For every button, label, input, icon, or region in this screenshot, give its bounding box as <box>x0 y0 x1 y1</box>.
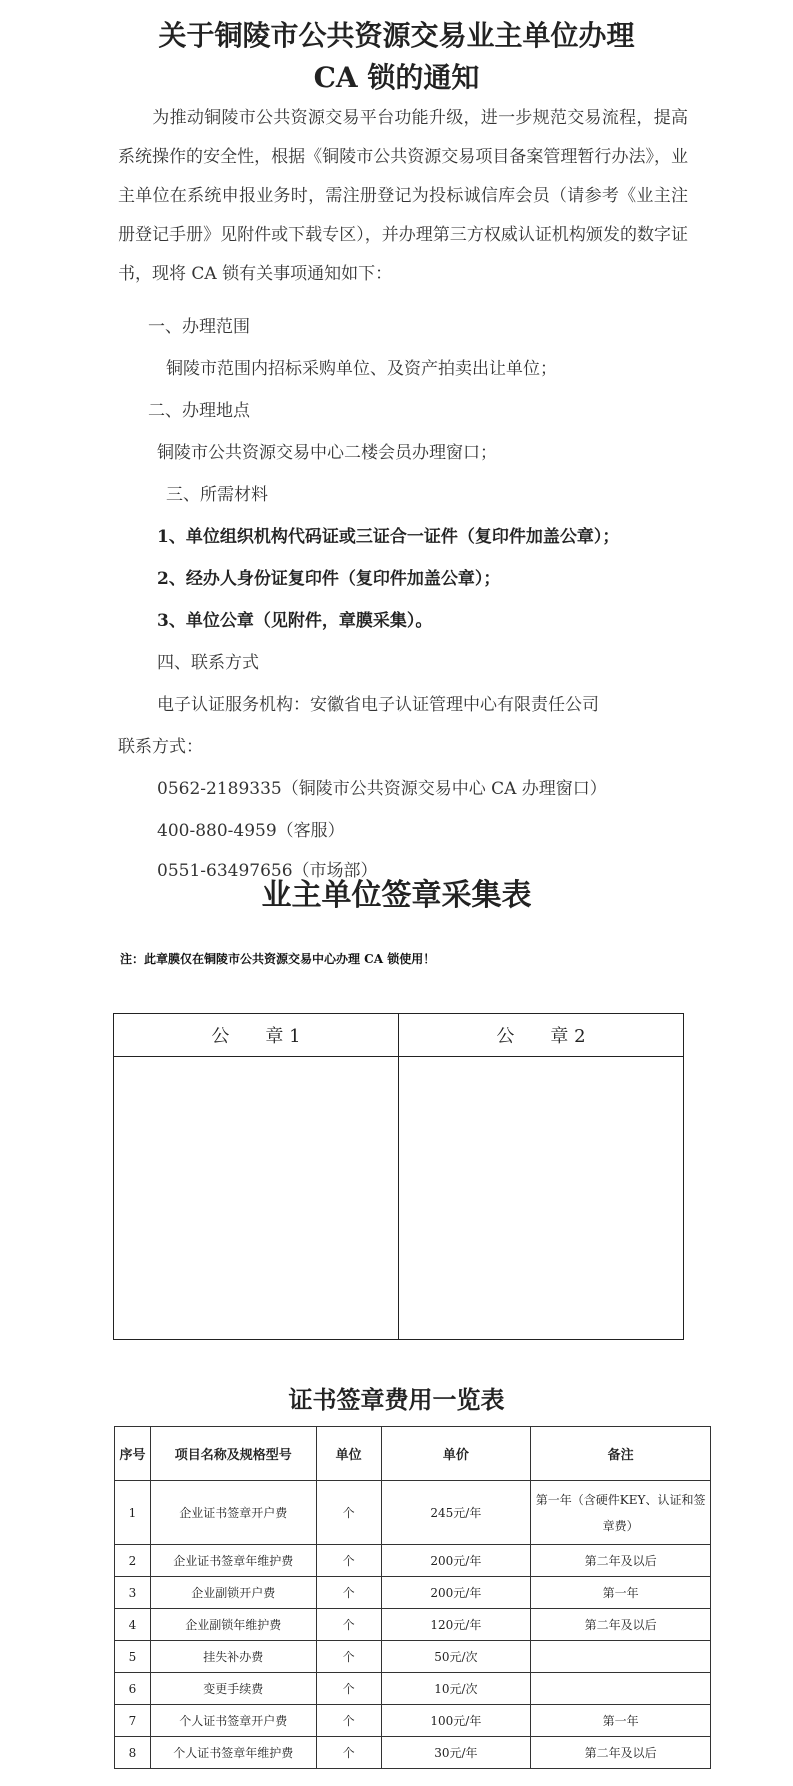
phone-line-3: 0551-63497656（市场部） <box>157 861 378 881</box>
section1-heading: 一、办理范围 <box>148 317 250 337</box>
table-row <box>115 1673 711 1705</box>
fee-table-title: 证书签章费用一览表 <box>288 1385 505 1414</box>
row-unit: 个 <box>316 1641 381 1673</box>
stamp-col1-header: 公 章 1 <box>114 1014 399 1057</box>
fee-table-header-row <box>115 1427 711 1481</box>
notice-intro-text: 为推动铜陵市公共资源交易平台功能升级，进一步规范交易流程，提高系统操作的安全性，根据《铜陵市公共资源交易项目备案管理暂行办法》，业主单位在系统申报业务时，需注册登记为投标诚信库会员（请参考《业主注册登记手册》见附件或下载专区），并办理第三方权威认证机构颁发的数字证书，现将 CA 锁有关事项通知如下： <box>118 108 688 284</box>
row-no: 2 <box>115 1545 151 1577</box>
stamp-col2-header: 公 章 2 <box>399 1014 684 1057</box>
row-price: 30元/年 <box>381 1737 531 1769</box>
header-remark: 备注 <box>531 1427 711 1481</box>
table-row <box>115 1609 711 1641</box>
row-price: 10元/次 <box>381 1673 531 1705</box>
table-row <box>115 1641 711 1673</box>
section4-heading: 四、联系方式 <box>157 653 259 673</box>
row-price: 50元/次 <box>381 1641 531 1673</box>
row-remark: 第二年及以后 <box>531 1737 711 1769</box>
row-price: 120元/年 <box>381 1609 531 1641</box>
phone-line-2: 400-880-4959（客服） <box>157 821 345 841</box>
row-unit: 个 <box>316 1609 381 1641</box>
section1-text: 铜陵市范围内招标采购单位、及资产拍卖出让单位； <box>166 359 557 379</box>
row-unit: 个 <box>316 1481 381 1545</box>
row-name: 挂失补办费 <box>150 1641 316 1673</box>
row-remark: 第一年 <box>531 1705 711 1737</box>
row-no: 7 <box>115 1705 151 1737</box>
row-unit: 个 <box>316 1737 381 1769</box>
header-name: 项目名称及规格型号 <box>150 1427 316 1481</box>
header-price: 单价 <box>381 1427 531 1481</box>
section3-heading: 三、所需材料 <box>166 485 268 505</box>
material-item-3: 3、单位公章（见附件，章膜采集）。 <box>157 611 433 631</box>
row-unit: 个 <box>316 1577 381 1609</box>
row-no: 3 <box>115 1577 151 1609</box>
notice-title-line2: CA 锁的通知 <box>313 61 480 94</box>
row-remark <box>531 1641 711 1673</box>
row-price: 100元/年 <box>381 1705 531 1737</box>
row-no: 5 <box>115 1641 151 1673</box>
notice-intro <box>118 99 688 294</box>
phone-line-1: 0562-2189335（铜陵市公共资源交易中心 CA 办理窗口） <box>157 779 607 799</box>
row-name: 企业证书签章开户费 <box>150 1481 316 1545</box>
fee-table <box>114 1426 711 1769</box>
stamp-form-note: 注：此章膜仅在铜陵市公共资源交易中心办理 CA 锁使用！ <box>120 952 436 966</box>
row-remark: 第一年 <box>531 1577 711 1609</box>
row-no: 4 <box>115 1609 151 1641</box>
header-unit: 单位 <box>316 1427 381 1481</box>
row-unit: 个 <box>316 1673 381 1705</box>
row-name: 企业证书签章年维护费 <box>150 1545 316 1577</box>
section2-heading: 二、办理地点 <box>148 401 250 421</box>
row-price: 245元/年 <box>381 1481 531 1545</box>
table-row <box>115 1481 711 1545</box>
table-row <box>115 1545 711 1577</box>
stamp-table <box>113 1013 684 1340</box>
row-unit: 个 <box>316 1545 381 1577</box>
stamp-area-2 <box>399 1057 684 1340</box>
table-row <box>115 1737 711 1769</box>
row-name: 个人证书签章年维护费 <box>150 1737 316 1769</box>
material-item-1: 1、单位组织机构代码证或三证合一证件（复印件加盖公章）； <box>157 527 620 547</box>
contact-label: 联系方式： <box>118 737 203 757</box>
row-name: 变更手续费 <box>150 1673 316 1705</box>
material-item-2: 2、经办人身份证复印件（复印件加盖公章）； <box>157 569 501 589</box>
row-unit: 个 <box>316 1705 381 1737</box>
row-remark: 第一年（含硬件KEY、认证和签章费） <box>531 1481 711 1545</box>
row-price: 200元/年 <box>381 1545 531 1577</box>
row-remark <box>531 1673 711 1705</box>
row-price: 200元/年 <box>381 1577 531 1609</box>
row-no: 6 <box>115 1673 151 1705</box>
row-no: 8 <box>115 1737 151 1769</box>
stamp-form-title: 业主单位签章采集表 <box>261 878 532 913</box>
section2-text: 铜陵市公共资源交易中心二楼会员办理窗口； <box>157 443 497 463</box>
row-name: 个人证书签章开户费 <box>150 1705 316 1737</box>
row-name: 企业副锁年维护费 <box>150 1609 316 1641</box>
header-no: 序号 <box>115 1427 151 1481</box>
notice-title-line1: 关于铜陵市公共资源交易业主单位办理 <box>158 19 635 52</box>
row-name: 企业副锁开户费 <box>150 1577 316 1609</box>
table-row <box>115 1577 711 1609</box>
row-no: 1 <box>115 1481 151 1545</box>
row-remark: 第二年及以后 <box>531 1545 711 1577</box>
stamp-area-1 <box>114 1057 399 1340</box>
service-org: 电子认证服务机构：安徽省电子认证管理中心有限责任公司 <box>157 695 599 715</box>
row-remark: 第二年及以后 <box>531 1609 711 1641</box>
table-row <box>115 1705 711 1737</box>
